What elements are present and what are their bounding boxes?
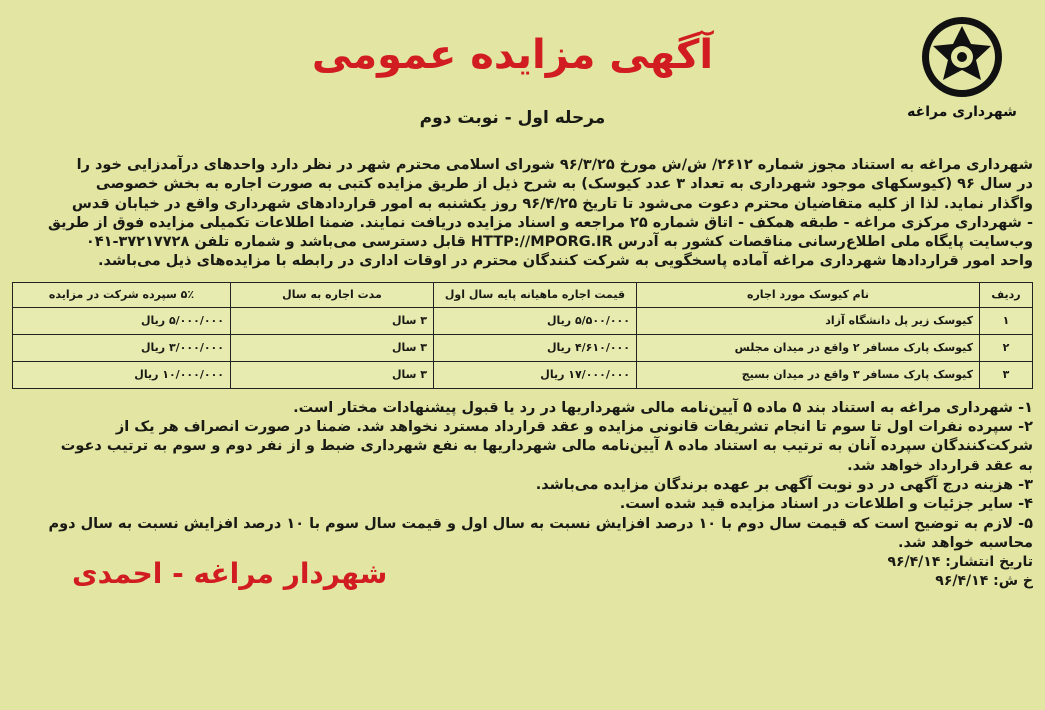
table-cell: کیوسک پارک مسافر ۲ واقع در میدان مجلس (637, 334, 980, 361)
notice-subtitle: مرحله اول - نوبت دوم (419, 108, 606, 128)
table-cell: ۳ سال (231, 334, 434, 361)
intro-paragraph (12, 156, 1033, 272)
condition-line: ۲- سپرده نفرات اول تا سوم تا انجام تشریفات قانونی مزایده و عقد قرارداد مسترد نخواهد شد. ضمنا در صورت انصراف هر یک از (115, 419, 1033, 436)
municipality-logo (897, 14, 1027, 120)
header-cell: مدت اجاره به سال (231, 282, 434, 307)
notice-header (12, 6, 1033, 158)
table-header-row (13, 282, 1033, 307)
municipality-emblem-icon (919, 14, 1005, 100)
kiosk-table (12, 282, 1033, 389)
condition-line: به عقد قرارداد خواهد شد. (847, 457, 1033, 474)
table-cell: ۳ سال (231, 307, 434, 334)
condition-line: شرکت‌کنندگان سپرده آنان به ترتیب به استناد ماده ۸ آیین‌نامه مالی شهرداریها به نفع شهرداری ضبط و از نفر دوم و سوم به ترتیب دعوت (60, 438, 1033, 455)
logo-caption: شهرداری مراغه (907, 104, 1017, 120)
condition-line: ۱- شهرداری مراغه به استناد بند ۵ ماده ۵ آیین‌نامه مالی شهرداریها در رد یا قبول پیشنهادات مختار است. (293, 399, 1033, 416)
header-cell: ردیف (980, 282, 1033, 307)
intro-line: در سال ۹۶ (کیوسکهای موجود شهرداری به تعداد ۳ عدد کیوسک) به شرح ذیل از طریق مزایده کتبی به صورت اجاره به بخش خصوصی (95, 176, 1033, 193)
intro-line: وب‌سایت پایگاه ملی اطلاع‌رسانی مناقصات کشور به آدرس HTTP://MPORG.IR قابل دسترسی می‌باشد و شماره تلفن ۳۷۲۱۷۷۲۸-۰۴۱ (85, 234, 1033, 251)
intro-line: واحد امور قراردادها شهرداری مراغه آماده پاسخگویی به شرکت کنندگان محترم در اوقات اداری در رابطه با مزایده‌های ذیل می‌باشد. (98, 253, 1033, 270)
condition-line: محاسبه خواهد شد. (897, 534, 1033, 551)
table-cell: ۱ (980, 307, 1033, 334)
table-cell: ۳/۰۰۰/۰۰۰ ریال (13, 334, 231, 361)
header-cell: ۵٪ سپرده شرکت در مزایده (13, 282, 231, 307)
table-cell: ۵/۰۰۰/۰۰۰ ریال (13, 307, 231, 334)
table-cell: ۳ (980, 361, 1033, 388)
table-cell: ۳ سال (231, 361, 434, 388)
table-cell: ۲ (980, 334, 1033, 361)
conditions-list (12, 399, 1033, 553)
table-row (13, 307, 1033, 334)
condition-line: ۴- سایر جزئیات و اطلاعات در اسناد مزایده قید شده است. (619, 496, 1033, 513)
intro-line: واگذار نماید. لذا از کلیه متقاضیان محترم دعوت می‌شود تا تاریخ ۹۶/۴/۲۵ روز یکشنبه به امور قراردادهای شهرداری واقع در خیابان قدس (71, 195, 1033, 212)
condition-line: ۳- هزینه درج آگهی در دو نوبت آگهی بر عهده برندگان مزایده می‌باشد. (535, 476, 1033, 493)
table-cell: ۴/۶۱۰/۰۰۰ ریال (434, 334, 637, 361)
table-cell: ۵/۵۰۰/۰۰۰ ریال (434, 307, 637, 334)
intro-line: - شهرداری مرکزی مراغه - طبقه همکف - اتاق شماره ۲۵ مراجعه و اسناد مزایده دریافت نمایند. ضمنا اطلاعات تکمیلی مزایده فوق از طریق (48, 214, 1033, 231)
intro-line: شهرداری مراغه به استناد مجوز شماره ۲۶۱۲/ ش/ش مورخ ۹۶/۳/۲۵ شورای اسلامی محترم شهر در نظر دارد واحدهای درآمدزایی خود را (76, 157, 1033, 173)
table-cell: ۱۷/۰۰۰/۰۰۰ ریال (434, 361, 637, 388)
publish-date: تاریخ انتشار: ۹۶/۴/۱۴ (887, 554, 1033, 571)
mayor-signature: شهردار مراغه - احمدی (72, 557, 388, 591)
header-cell: نام کیوسک مورد اجاره (637, 282, 980, 307)
notice-footer (12, 553, 1033, 623)
publish-dates (887, 553, 1033, 591)
table-cell: ۱۰/۰۰۰/۰۰۰ ریال (13, 361, 231, 388)
table-cell: کیوسک زیر پل دانشگاه آزاد (637, 307, 980, 334)
table-row (13, 334, 1033, 361)
condition-line: ۵- لازم به توضیح است که قیمت سال دوم با ۱۰ درصد افزایش نسبت به سال اول و قیمت سال سوم با ۱۰ درصد افزایش نسبت به سال دوم (48, 515, 1033, 532)
table-row (13, 361, 1033, 388)
header-cell: قیمت اجاره ماهیانه پایه سال اول (434, 282, 637, 307)
code-date: خ ش: ۹۶/۴/۱۴ (935, 573, 1033, 590)
table-cell: کیوسک پارک مسافر ۳ واقع در میدان بسیج (637, 361, 980, 388)
notice-title: آگهی مزایده عمومی (311, 32, 714, 78)
